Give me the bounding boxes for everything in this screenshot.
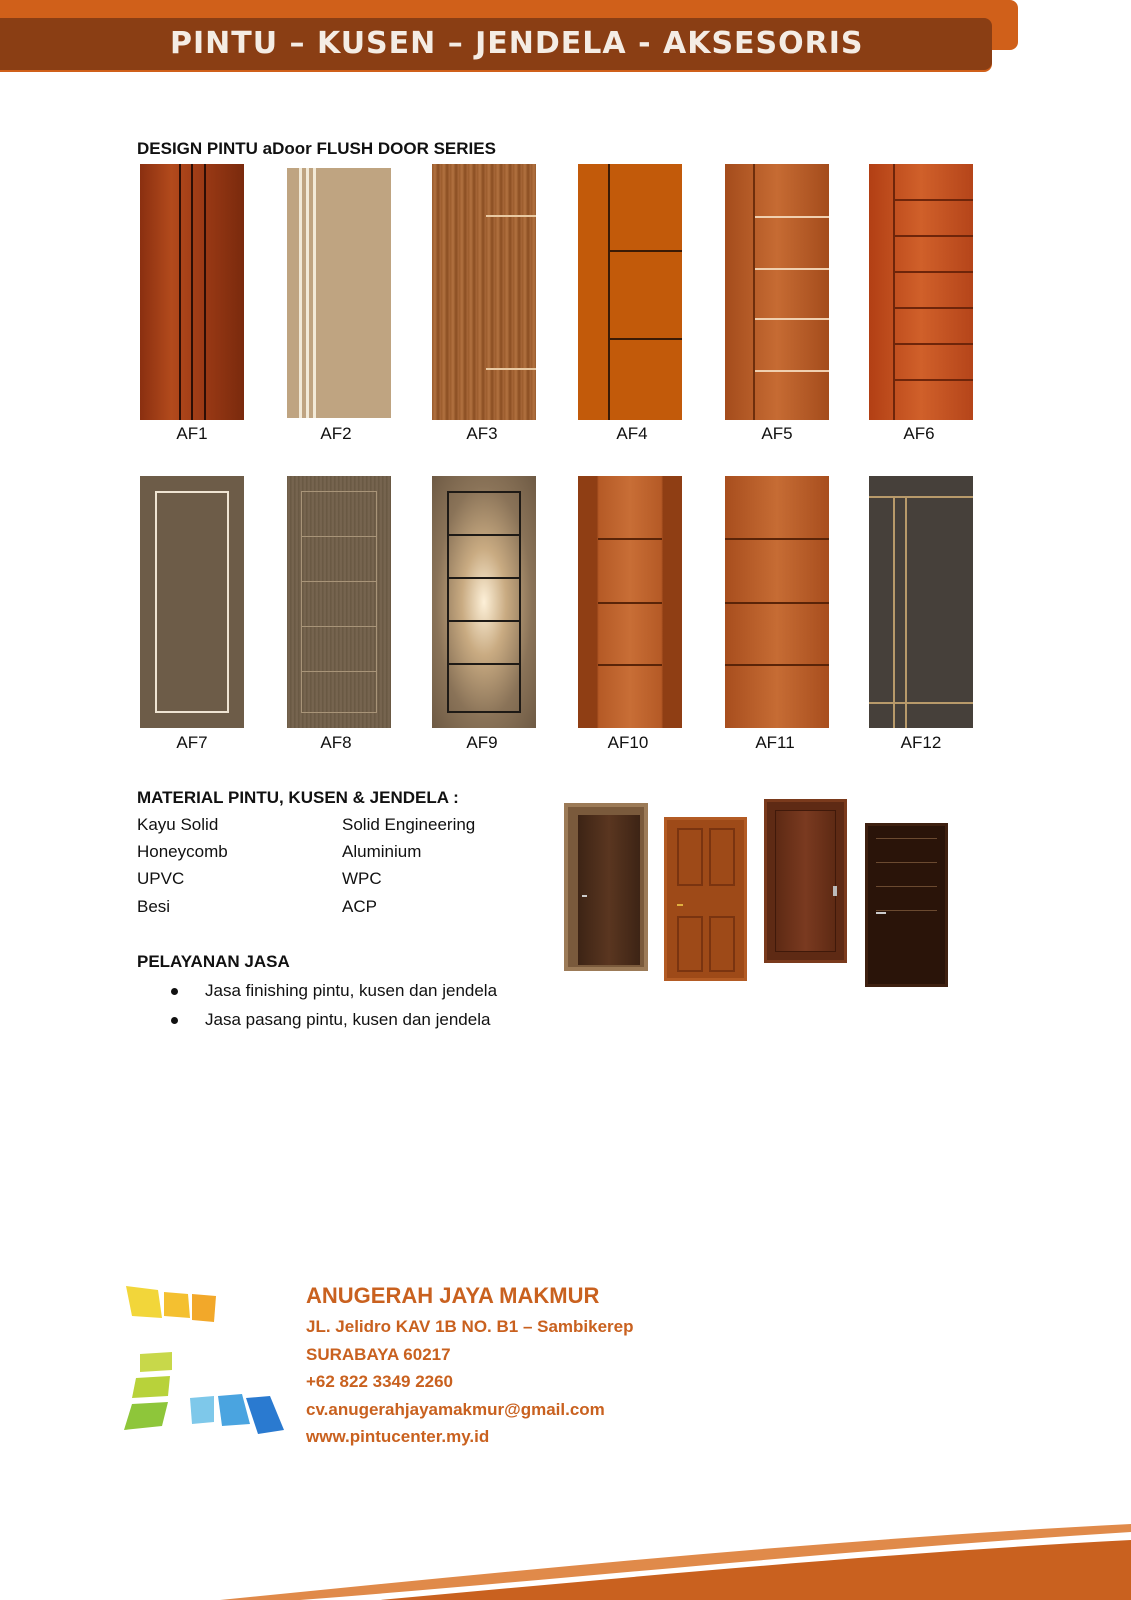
door-label-af10: AF10 <box>607 733 649 752</box>
footer-swoosh <box>0 1510 1131 1600</box>
door-label-af9: AF9 <box>466 733 498 752</box>
door-label-af8: AF8 <box>320 733 352 752</box>
door-photo-1 <box>564 803 648 971</box>
door-label-af3: AF3 <box>466 424 498 443</box>
page-title: PINTU – KUSEN – JENDELA - AKSESORIS <box>170 26 864 61</box>
service-item-text: Jasa finishing pintu, kusen dan jendela <box>205 981 498 1000</box>
material-item: ACP <box>342 897 377 916</box>
company-website: www.pintucenter.my.id <box>306 1427 490 1446</box>
door-af2 <box>287 168 391 418</box>
door-af7 <box>140 476 244 728</box>
material-section-title: MATERIAL PINTU, KUSEN & JENDELA : <box>137 788 459 807</box>
material-item: Besi <box>137 897 171 916</box>
door-af1 <box>140 164 244 420</box>
door-photo-4 <box>865 823 948 987</box>
door-af12 <box>869 476 973 728</box>
door-af9 <box>432 476 536 728</box>
material-item: WPC <box>342 869 382 888</box>
bullet-icon <box>171 1017 178 1024</box>
door-label-af6: AF6 <box>903 424 935 443</box>
material-item: Kayu Solid <box>137 815 219 834</box>
company-address: JL. Jelidro KAV 1B NO. B1 – Sambikerep <box>306 1317 634 1336</box>
door-af8 <box>287 476 391 728</box>
door-photo-3 <box>764 799 847 963</box>
company-phone: +62 822 3349 2260 <box>306 1372 454 1391</box>
company-logo <box>118 1280 288 1452</box>
service-item <box>205 981 497 1001</box>
door-af3 <box>432 164 536 420</box>
service-section-title: PELAYANAN JASA <box>137 952 290 971</box>
company-name: ANUGERAH JAYA MAKMUR <box>306 1283 600 1308</box>
door-photo-2 <box>664 817 747 981</box>
door-af6 <box>869 164 973 420</box>
door-label-af4: AF4 <box>616 424 648 443</box>
door-label-af7: AF7 <box>176 733 208 752</box>
door-af5 <box>725 164 829 420</box>
material-item: Aluminium <box>342 842 422 861</box>
service-item-text: Jasa pasang pintu, kusen dan jendela <box>205 1010 491 1029</box>
company-email: cv.anugerahjayamakmur@gmail.com <box>306 1400 605 1419</box>
door-label-af12: AF12 <box>900 733 942 752</box>
design-section-title: DESIGN PINTU aDoor FLUSH DOOR SERIES <box>137 139 496 158</box>
door-label-af5: AF5 <box>761 424 793 443</box>
material-item: Solid Engineering <box>342 815 476 834</box>
service-item <box>205 1010 490 1030</box>
door-label-af1: AF1 <box>176 424 208 443</box>
door-af11 <box>725 476 829 728</box>
door-label-af11: AF11 <box>755 733 795 752</box>
door-af4 <box>578 164 682 420</box>
door-af10 <box>578 476 682 728</box>
door-label-af2: AF2 <box>320 424 352 443</box>
material-item: UPVC <box>137 869 185 888</box>
material-item: Honeycomb <box>137 842 228 861</box>
bullet-icon <box>171 988 178 995</box>
company-city: SURABAYA 60217 <box>306 1345 451 1364</box>
